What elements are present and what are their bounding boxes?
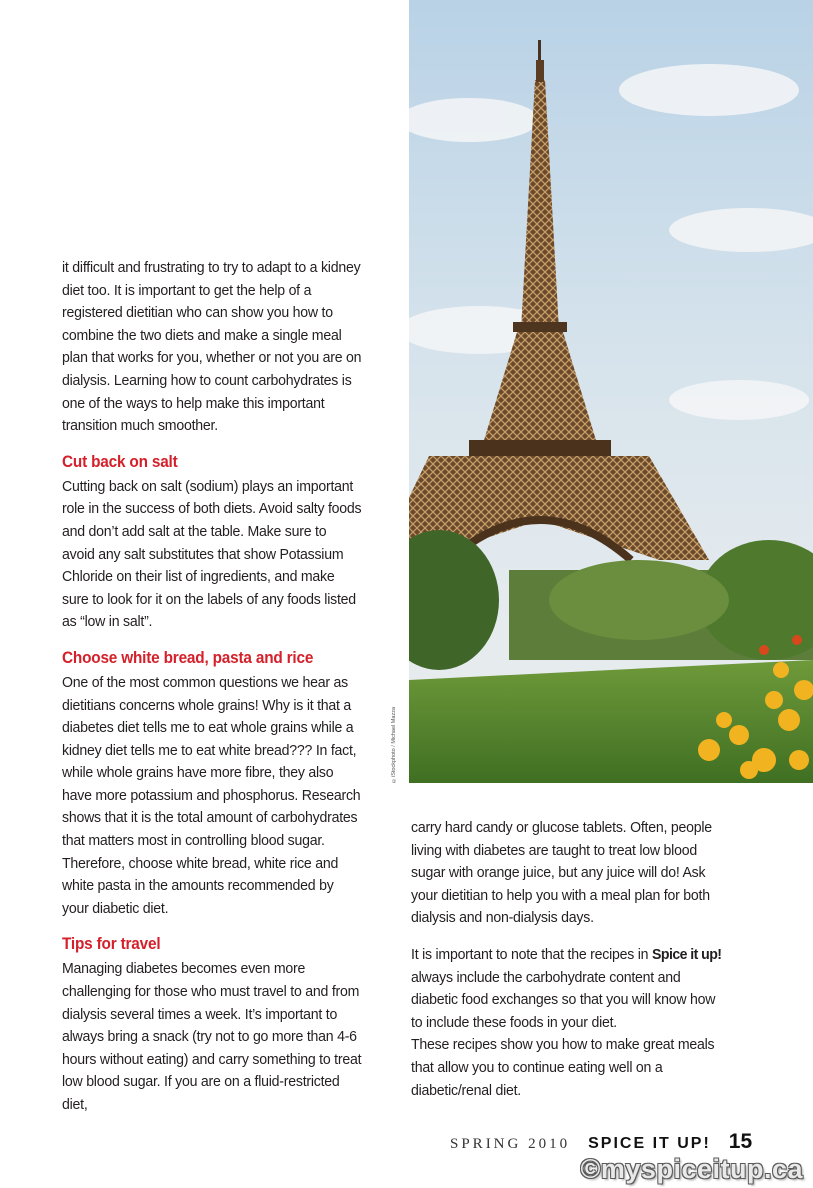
photo-credit: ©iStockphoto / Michael Mazza [391,706,397,783]
intro-paragraph: it difficult and frustrating to try to adapt to a kidney diet too. It is important to get the help of a registered dietitian who can show you how to combine the two diets and make a single meal plan that works for you, whether or not you are on dialysis. Learning how to count carbohydrates is one of the ways to help make this important transition much smoother. [62,259,362,435]
closing-text-1: It is important to note that the recipes in [411,945,649,963]
page-footer [450,1130,752,1156]
continuation-paragraph: carry hard candy or glucose tablets. Often, people living with diabetes are taught to treat low blood sugar with orange juice, but any juice will do! Ask your dietitian to help you with a meal plan for both dialysis and non-dialysis days. [411,819,712,927]
heading-white-bread: Choose white bread, pasta and rice [62,648,314,667]
salt-paragraph: Cutting back on salt (sodium) plays an important role in the success of both diets. Avoid salty foods and don’t add salt at the table. Make sure to avoid any salt substitutes that show Potassium Chloride on their list of ingredients, and make sure to look for it on the labels of any foods listed as “low in salt”. [62,477,362,631]
white-bread-paragraph [62,672,361,921]
term-phosphorus: phosphorus [222,786,295,804]
white-bread-text-2: . Research shows that it is the total amount of carbohydrates that matters most in controlling blood sugar. Therefore, choose white bread, white rice and white pasta in the amounts recommended by your diabetic diet. [62,786,361,917]
watermark: ©myspiceitup.ca [580,1154,803,1184]
eiffel-tower-photo [409,0,813,783]
issue-season: SPRING 2010 [450,1136,571,1152]
left-column [62,257,361,1117]
heading-cut-back-on-salt: Cut back on salt [62,452,178,471]
conjunction-and: and [196,786,220,804]
closing-text-2: always include the carbohydrate content and diabetic food exchanges so that you will know how to include these foods in your diet. [411,968,716,1031]
term-potassium: potassium [130,786,193,804]
white-bread-text-1: One of the most common questions we hear as dietitians concerns whole grains! Why is it that a diabetes diet tells me to eat whole grains while a kidney diet tells me to eat white bread??? In fact, while whole grains have more fibre, they also have more [62,673,357,804]
brand-name: Spice it up! [652,945,722,963]
closing-paragraph [411,944,723,1034]
right-column [411,817,723,1102]
closing-paragraph-2: These recipes show you how to make great meals that allow you to continue eating well on a diabetic/renal diet. [411,1036,715,1099]
page-number: 15 [728,1130,753,1153]
magazine-title: SPICE IT UP! [588,1135,711,1152]
heading-tips-for-travel: Tips for travel [62,935,161,954]
travel-paragraph: Managing diabetes becomes even more challenging for those who must travel to and from dialysis several times a week. It’s important to always bring a snack (try not to go more than 4-6 hours without eating) and carry something to treat low blood sugar. If you are on a fluid-restricted diet, [62,960,362,1113]
